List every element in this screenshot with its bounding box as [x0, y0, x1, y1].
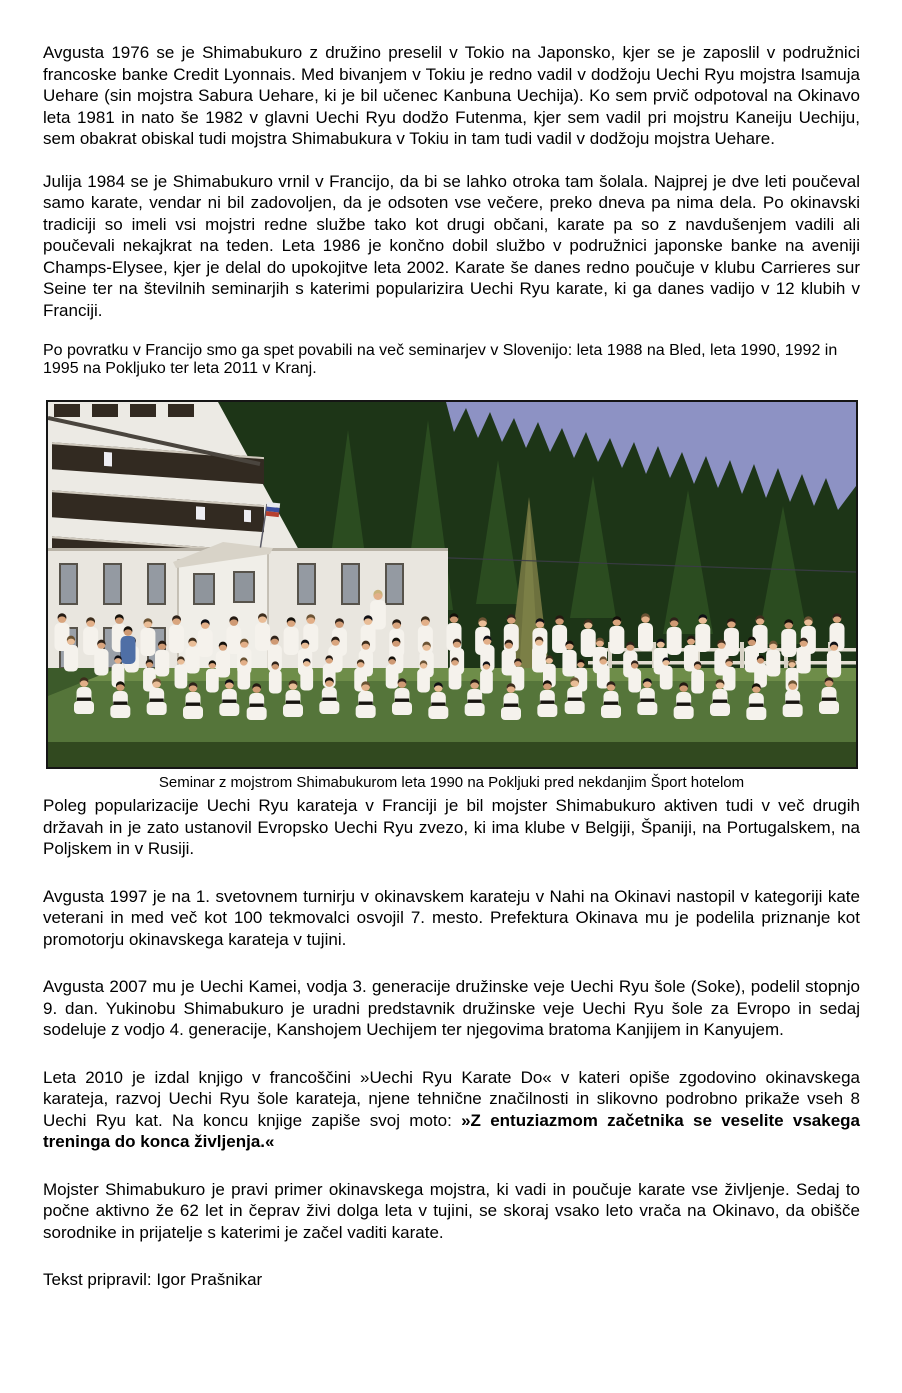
- paragraph-tokio-1976: Avgusta 1976 se je Shimabukuro z družino preselil v Tokio na Japonsko, kjer se je zaposlil v podružnici francoske banke Credit Lyonnais. Med bivanjem v Tokiu je redno vadil v dodžoju Uechi Ryu mojstra Isamuja Uehare (sin mojstra Sabura Uehare, ki je bil učenec Kanbuna Uechija). Ko sem prvič odpotoval na Okinavo leta 1981 in nato še 1982 v glavni Uechi Ryu dodžo Futenma, kjer sem vadil pri mojstru Kaneiju Uechiju, sem obakrat obiskal tudi mojstra Shimabukura v Tokiu in tam tudi vadil v dodžoju mojstra Uehare.: [43, 43, 860, 148]
- author-credit: Tekst pripravil: Igor Prašnikar: [43, 1270, 263, 1289]
- paragraph-knjiga-intro: Leta 2010 je izdal knjigo v francoščini »Uechi Ryu Karate Do« v kateri opiše zgodovino okinavskega karateja, razvoj Uechi Ryu šole karateja, njene tehnične značilnosti in slikovno podrobno prikaže vseh 8 Uechi Ryu kat. Na koncu knjige zapiše svoj moto:: [43, 1067, 860, 1130]
- moto-quote: »Z entuziazmom začetnika se veselite vsakega treninga do konca življenja.«: [43, 1110, 860, 1151]
- photo-scene: [48, 402, 856, 767]
- balcony-laundry: [104, 452, 112, 467]
- paragraph-francija-1984: Julija 1984 se je Shimabukuro vrnil v Francijo, da bi se lahko otroka tam šolala. Najprej je dve leti poučeval samo karate, vendar ni bil zadovoljen, da je odsoten vse večere, preko dneva pa nima dela. Po okinavski tradiciji so imeli vsi mojstri redne službe tako kot drugi občani, karate pa so z navdušenjem vadili ali poučevali nekajkrat na teden. Leta 1986 je končno dobil službo v podružnici japonske banke na aveniji Champs-Elysee, kjer je delal do upokojitve leta 2002. Karate še danes redno poučuje v klubu Carrieres sur Seine ter na številnih seminarjih s katerimi popularizira Uechi Ryu karate, ki ga danes vadijo v 12 klubih v Franciji.: [43, 171, 860, 320]
- paragraph-knjiga-2010: [43, 1067, 860, 1153]
- photo-caption: Seminar z mojstrom Shimabukurom leta 1990 na Pokljuki pred nekdanjim Šport hotelom: [158, 774, 745, 791]
- seminar-photo: [46, 400, 858, 769]
- paragraph-deveti-dan-2007: Avgusta 2007 mu je Uechi Kamei, vodja 3. generacije družinske veje Uechi Ryu šole (Soke), podelil stopnjo 9. dan. Yukinobu Shimabukuro je uradni predstavnik družinske veje Uechi Ryu šole za Evropo in sedaj sodeluje z vodjo 4. generacije, Kanshojem Uechijem ter njegovima bratoma Kanjijem in Kanyujem.: [43, 977, 860, 1039]
- paragraph-evropska-zveza: Poleg popularizacije Uechi Ryu karateja v Franciji je bil mojster Shimabukuro aktiven tudi v več drugih državah in je zato ustanovil Evropsko Uechi Ryu zvezo, ki ima klube v Belgiji, Španiji, na Portugalskem, na Poljskem in v Rusiji.: [43, 796, 860, 858]
- paragraph-turnir-1997: Avgusta 1997 je na 1. svetovnem turnirju v okinavskem karateju v Nahi na Okinavi nastopil v kategoriji kate veterani in med več kot 100 tekmovalci osvojil 7. mesto. Prefektura Okinava mu je podelila priznanje kot promotorju okinavskega karateja v tujini.: [43, 886, 860, 949]
- paragraph-zakljucek: Mojster Shimabukuro je pravi primer okinavskega mojstra, ki vadi in poučuje karate vse življenje. Sedaj to počne aktivno že 62 let in čeprav živi dolga leta v tujini, se skoraj vsako leto vrača na Okinavo, da obišče sorodnike in prijatelje s katerimi je začel vaditi karate.: [43, 1179, 860, 1242]
- seminar-photo-figure: [43, 400, 860, 792]
- paragraph-seminarji-slovenija: Po povratku v Francijo smo ga spet povabili na več seminarjev v Slovenijo: leta 1988 na Bled, leta 1990, 1992 in 1995 na Pokljuko ter leta 2011 v Kranj.: [43, 342, 838, 377]
